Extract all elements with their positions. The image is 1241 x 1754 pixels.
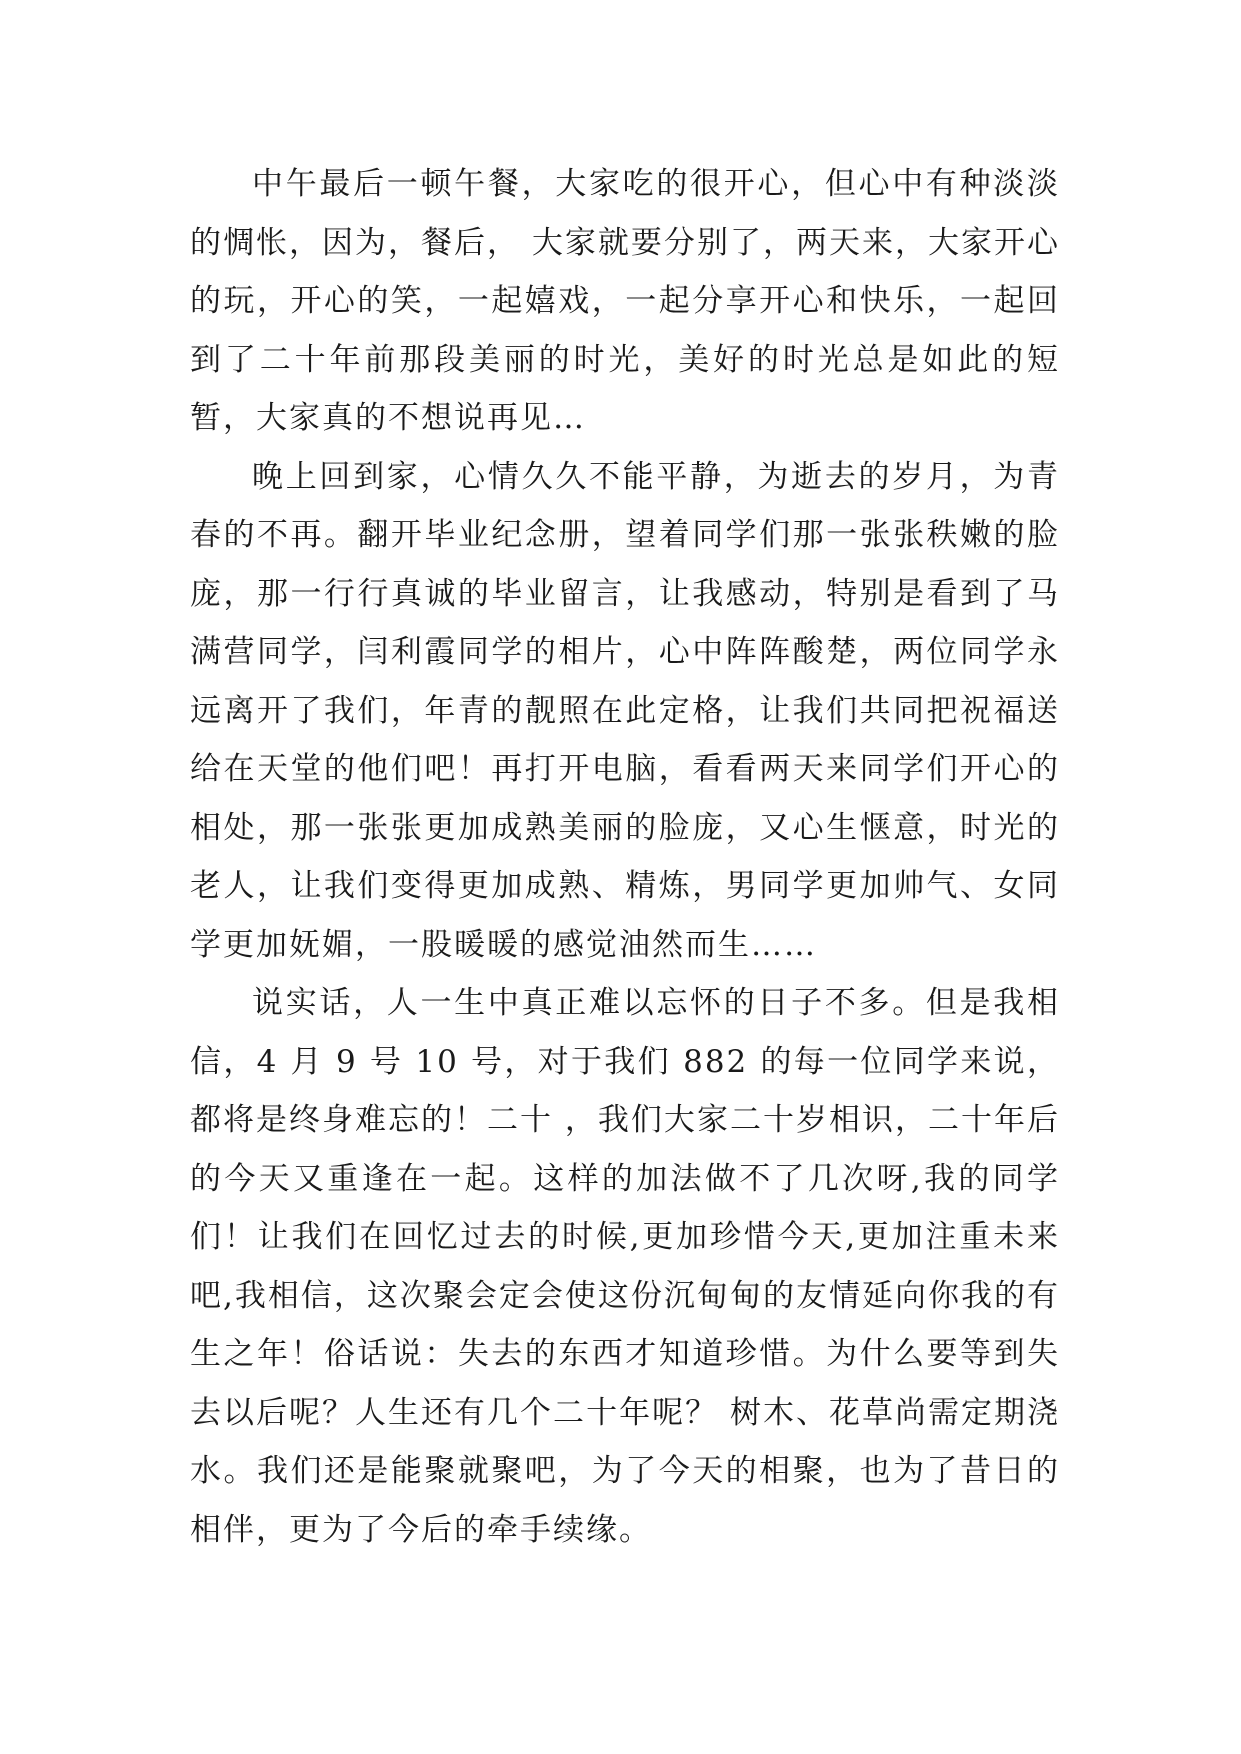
paragraph-3: 说实话，人一生中真正难以忘怀的日子不多。但是我相信，4 月 9 号 10 号，对于我们 882 的每一位同学来说，都将是终身难忘的！二十 ，我们大家二十岁相识，二十年后的今天又重逢在一起。这样的加法做不了几次呀,我的同学们！让我们在回忆过去的时候,更加珍惜今天,更加注重未来吧,我相信，这次聚会定会使这份沉甸甸的友情延向你我的有生之年！俗话说：失去的东西才知道珍惜。为什么要等到失去以后呢？人生还有几个二十年呢？ 树木、花草尚需定期浇水。我们还是能聚就聚吧，为了今天的相聚，也为了昔日的相伴，更为了今后的牵手续缘。 <box>190 985 1060 1548</box>
paragraph-2: 晚上回到家，心情久久不能平静，为逝去的岁月，为青春的不再。翻开毕业纪念册，望着同学们那一张张秩嫩的脸庞，那一行行真诚的毕业留言，让我感动，特别是看到了马满营同学，闫利霞同学的相片，心中阵阵酸楚，两位同学永远离开了我们，年青的靓照在此定格，让我们共同把祝福送给在天堂的他们吧！再打开电脑，看看两天来同学们开心的相处，那一张张更加成熟美丽的脸庞，又心生惬意，时光的老人，让我们变得更加成熟、精炼，男同学更加帅气、女同学更加妩媚，一股暖暖的感觉油然而生…… <box>190 458 1060 963</box>
document-body <box>190 155 1060 1559</box>
paragraph-1: 中午最后一顿午餐，大家吃的很开心，但心中有种淡淡的惆怅，因为，餐后， 大家就要分别了，两天来，大家开心的玩，开心的笑，一起嬉戏，一起分享开心和快乐，一起回到了二十年前那段美丽的时光，美好的时光总是如此的短暂，大家真的不想说再见… <box>190 166 1060 436</box>
